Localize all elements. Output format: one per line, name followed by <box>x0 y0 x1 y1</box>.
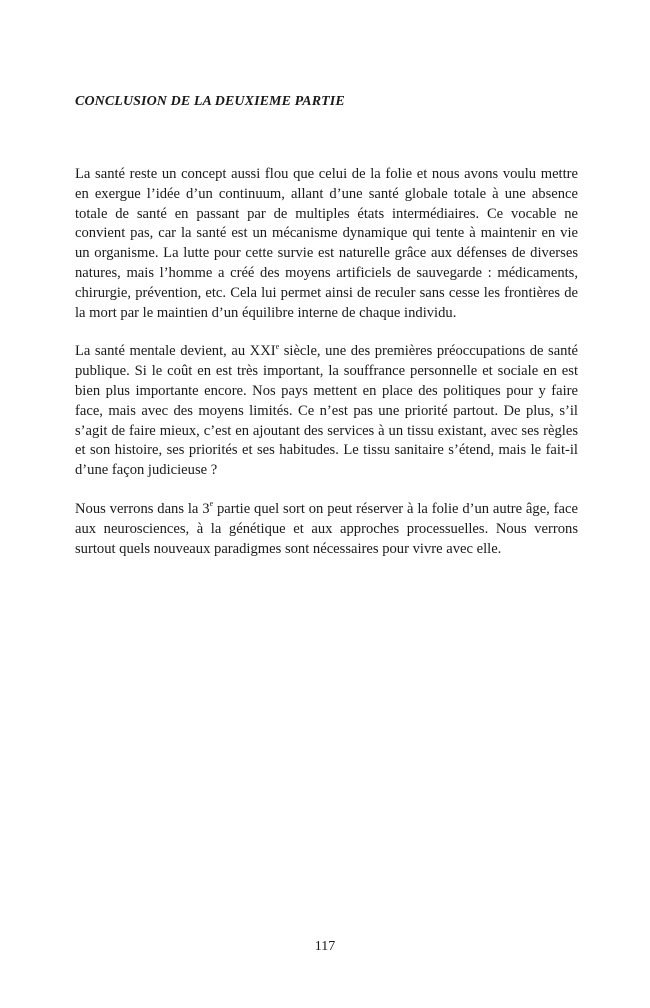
paragraph-2-text-end: siècle, une des premières préoccupations de santé publique. Si le coût en est très important, la souffrance personnelle et sociale en est bien plus importante encore. Nos pays mettent en place des politiques pour y faire face, mais avec des moyens limités. Ce n’est pas une priorité partout. De plus, s’il s’agit de faire mieux, c’est en ajoutant des services à un tissu existant, avec ses règles et son histoire, ses priorités et ses habitudes. Le tissu sanitaire s’étend, mais le fait-il d’une façon judicieuse ? <box>75 343 578 479</box>
paragraph-3 <box>75 500 578 559</box>
paragraph-3-text-start: Nous verrons dans la 3 <box>75 500 210 517</box>
century-superscript: e <box>275 341 280 351</box>
paragraph-2 <box>75 342 578 481</box>
section-heading: CONCLUSION DE LA DEUXIEME PARTIE <box>75 94 345 109</box>
ordinal-superscript: e <box>209 499 214 509</box>
paragraph-3-text-end: partie quel sort on peut réserver à la folie d’un autre âge, face aux neurosciences, à la génétique et aux approches processuelles. Nous verrons surtout quels nouveaux paradigmes sont nécessaires pour vivre avec elle. <box>75 500 578 557</box>
page-number: 117 <box>314 939 336 954</box>
paragraph-1: La santé reste un concept aussi flou que celui de la folie et nous avons voulu mettre en exergue l’idée d’un continuum, allant d’une santé globale totale à une absence totale de santé en passant par de multiples états intermédiaires. Ce vocable ne convient pas, car la santé est un mécanisme dynamique qui tente à maintenir en vie un organisme. La lutte pour cette survie est naturelle grâce aux défenses de diverses natures, mais l’homme a créé des moyens artificiels de sauvegarde : médicaments, chirurgie, prévention, etc. Cela lui permet ainsi de reculer sans cesse les frontières de la mort par le maintien d’un équilibre interne de chaque individu. <box>75 166 578 321</box>
conclusion-body <box>75 165 578 578</box>
paragraph-2-text-start: La santé mentale devient, au XXI <box>75 343 276 360</box>
